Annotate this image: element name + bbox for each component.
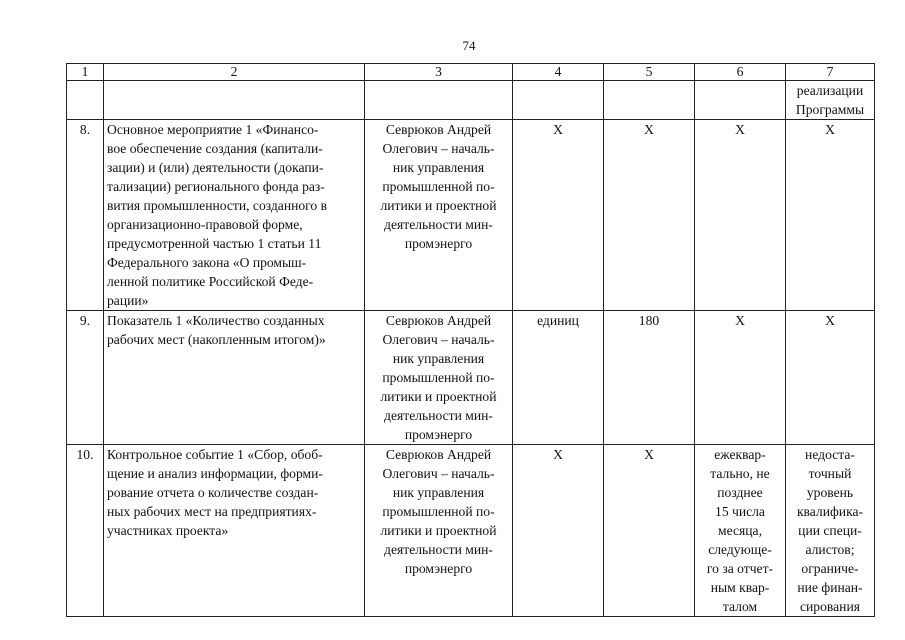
activity-name: Основное мероприятие 1 «Финансо- вое обеспечение создания (капитали- зации) и (или) деятельности (докапи- тализации) регионального фонда раз- вития промышленности, созданного в организационно-правовой форме, предусмотренной частью 1 статьи 11 Федерального закона «О промыш- ленной политике Российской Феде- рации» <box>104 120 365 311</box>
continuation-cell <box>513 81 604 120</box>
row-number: 10. <box>67 445 104 617</box>
value-cell: Х <box>604 120 695 311</box>
column-number-cell: 4 <box>513 64 604 81</box>
row-number: 8. <box>67 120 104 311</box>
column-number-cell: 6 <box>695 64 786 81</box>
deadline-cell: Х <box>695 311 786 445</box>
responsible-person: Севрюков Андрей Олегович – началь- ник управления промышленной по- литики и проектной деятельности мин- промэнерго <box>365 311 513 445</box>
unit-cell: Х <box>513 120 604 311</box>
column-number-row <box>67 64 875 81</box>
continuation-cell <box>67 81 104 120</box>
risk-cell: Х <box>786 120 875 311</box>
column-number-cell: 2 <box>104 64 365 81</box>
row-number: 9. <box>67 311 104 445</box>
unit-cell: единиц <box>513 311 604 445</box>
value-cell: Х <box>604 445 695 617</box>
responsible-person: Севрюков Андрей Олегович – началь- ник управления промышленной по- литики и проектной деятельности мин- промэнерго <box>365 445 513 617</box>
program-table <box>66 63 875 617</box>
table-row <box>67 311 875 445</box>
continuation-row <box>67 81 875 120</box>
continuation-cell: реализации Программы <box>786 81 875 120</box>
deadline-cell: ежеквар- тально, не позднее 15 числа месяца, следующе- го за отчет- ным квар- талом <box>695 445 786 617</box>
continuation-cell <box>604 81 695 120</box>
continuation-cell <box>104 81 365 120</box>
risk-cell: Х <box>786 311 875 445</box>
table-row <box>67 120 875 311</box>
deadline-cell: Х <box>695 120 786 311</box>
risk-cell: недоста- точный уровень квалифика- ции специ- алистов; ограниче- ние финан- сирования <box>786 445 875 617</box>
column-number-cell: 3 <box>365 64 513 81</box>
table-row <box>67 445 875 617</box>
value-cell: 180 <box>604 311 695 445</box>
column-number-cell: 1 <box>67 64 104 81</box>
activity-name: Контрольное событие 1 «Сбор, обоб- щение и анализ информации, форми- рование отчета о количестве создан- ных рабочих мест на предприятиях- участниках проекта» <box>104 445 365 617</box>
unit-cell: Х <box>513 445 604 617</box>
continuation-cell <box>365 81 513 120</box>
activity-name: Показатель 1 «Количество созданных рабочих мест (накопленным итогом)» <box>104 311 365 445</box>
responsible-person: Севрюков Андрей Олегович – началь- ник управления промышленной по- литики и проектной деятельности мин- промэнерго <box>365 120 513 311</box>
column-number-cell: 7 <box>786 64 875 81</box>
column-number-cell: 5 <box>604 64 695 81</box>
continuation-cell <box>695 81 786 120</box>
page-number: 74 <box>462 38 476 53</box>
